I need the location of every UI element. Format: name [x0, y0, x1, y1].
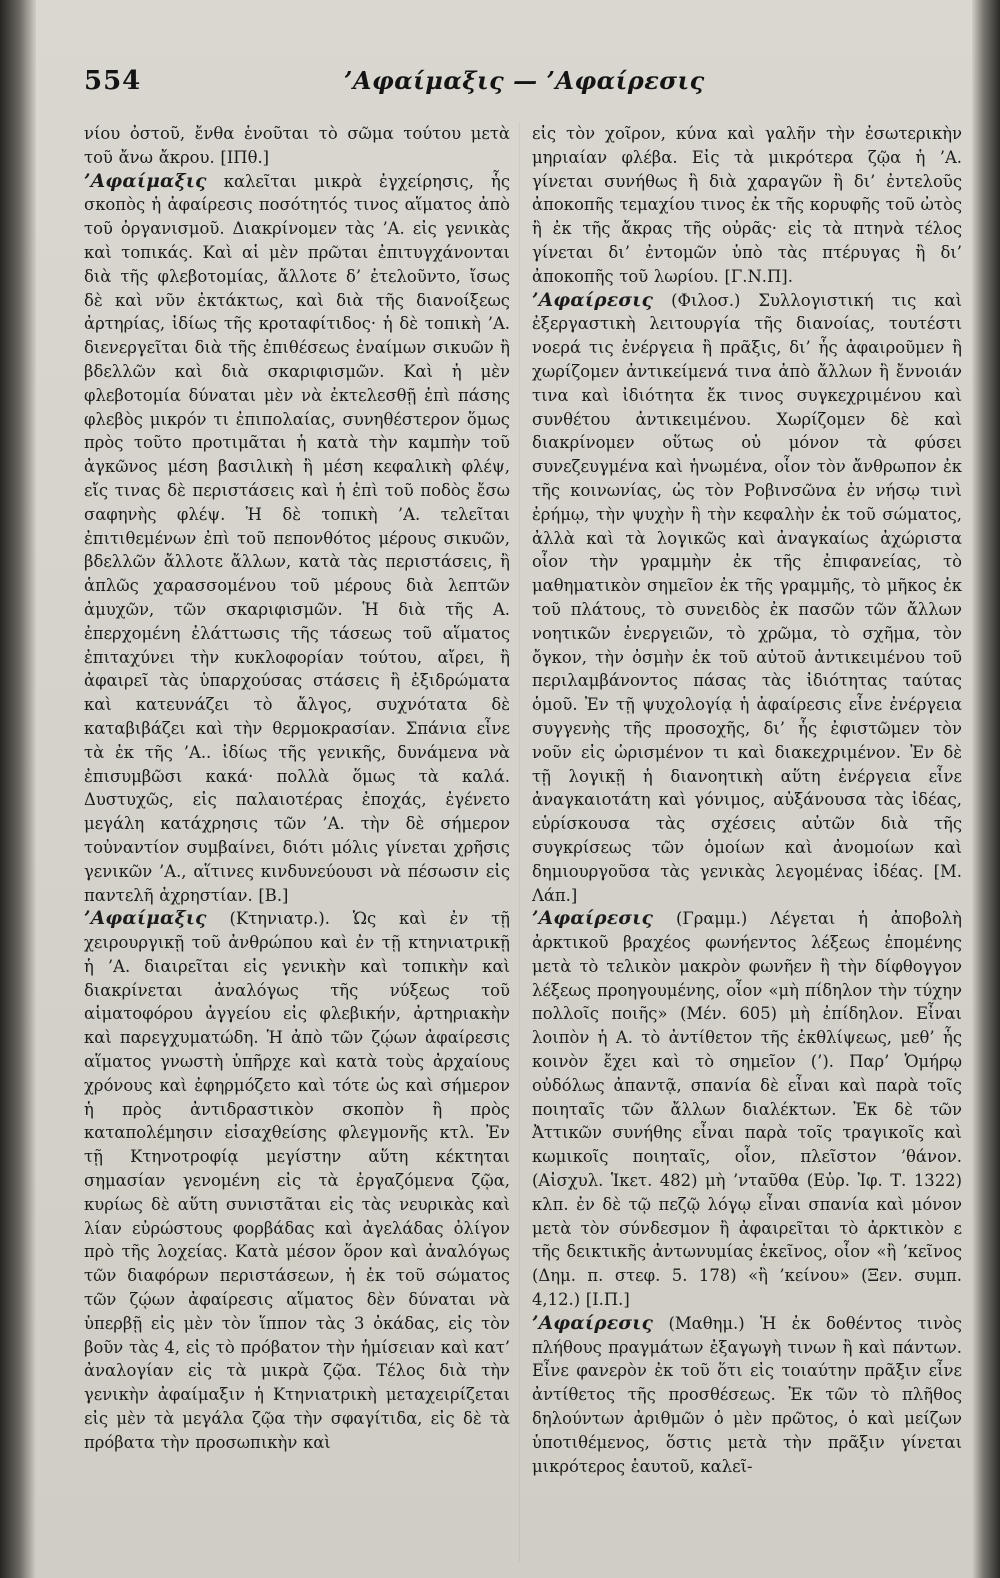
page-header	[84, 66, 964, 106]
entry-afairesis-gramm	[532, 907, 962, 1312]
entry-headword: ’Αφαίμαξις	[84, 908, 207, 930]
column-gutter	[519, 122, 520, 1562]
entry-headword: ’Αφαίρεσις	[532, 1312, 654, 1334]
entry-body: (Φιλοσ.) Συλλογιστική τις καὶ ἐξεργαστικὴ λειτουργία τῆς διανοίας, τουτέστι νοερά τις ἐνέργεια ἢ πρᾶξις, δι’ ἧς ἀφαιροῦμεν ἢ χωρίζομεν ἀντικείμενά τινα ἀπὸ ἄλλων ἢ ἔννοιάν τινα καὶ ἰδιότητα ἔκ τινος συγκεχριμένου καὶ συνθέτου ἀντικειμένου. Χωρίζομεν δὲ καὶ διακρίνομεν οὕτως οὐ μόνον τὰ φύσει συνεζευγμένα καὶ ἡνωμένα, οἷον τὸν ἄνθρωπον ἐκ τῆς κοινωνίας, ὡς τὸν Ροβινσῶνα ἐν νήσῳ τινὶ ἐρήμῳ, τὴν ψυχὴν ἢ τὴν κεφαλὴν ἐκ τοῦ σώματος, ἀλλὰ καὶ τὰ λογικῶς καὶ ἀναγκαίως ἀχώριστα οἷον τὴν γραμμὴν ἐκ τῆς ἐπιφανείας, τὸ μαθηματικὸν σημεῖον ἐκ τῆς γραμμῆς, τὸ μῆκος ἐκ τοῦ πλάτους, τὸ συνειδὸς ἐκ πασῶν τῶν ἄλλων νοητικῶν ἐνεργειῶν, τὸ χρῶμα, τὸ σχῆμα, τὸν ὄγκον, τὴν ὀσμὴν ἐκ τοῦ αὐτοῦ ἀντικειμένου τοῦ περιλαμβάνοντος πάσας τὰς ἰδιότητας ταύτας ὁμοῦ. Ἐν τῇ ψυχολογίᾳ ἡ ἀφαίρεσις εἶνε ἐνέργεια συγγενὴς τῆς προσοχῆς, δι’ ἧς ἐφιστῶμεν τὸν νοῦν εἰς ὡρισμένον τι καὶ διακεχριμένον. Ἐν δὲ τῇ λογικῇ ἡ διανοητικὴ αὕτη ἐνέργεια εἶνε ἀναγκαιοτάτη καὶ γόνιμος, αὐξάνουσα τὰς ἰδέας, εὑρίσκουσα τὰς σχέσεις αὐτῶν διὰ τῆς συγκρίσεως τῶν ὁμοίων καὶ ἀνομοίων καὶ δημιουργοῦσα τὰς γενικὰς λεγομένας ἰδέας. [Μ. Λάπ.]	[532, 290, 962, 905]
page-number: 554	[84, 66, 142, 96]
entry-afaimaxis-ktiniatr	[84, 907, 510, 1454]
left-column	[84, 122, 510, 1455]
entry-afairesis-filos	[532, 289, 962, 908]
entry-body: (Κτηνιατρ.). Ὡς καὶ ἐν τῇ χειρουργικῇ τοῦ ἀνθρώπου καὶ ἐν τῇ κτηνιατρικῇ ἡ ’Α. διαιρεῖται εἰς γενικὴν καὶ τοπικὴν καὶ διακρίνεται ἀναλόγως τῆς νύξεως τοῦ αἱματοφόρου ἀγγείου εἰς φλεβικήν, ἀρτηριακὴν καὶ παρεγχυματώδη. Ἡ ἀπὸ τῶν ζῴων ἀφαίρεσις αἵματος γνωστὴ ὑπῆρχε καὶ κατὰ τοὺς ἀρχαίους χρόνους καὶ ἐφηρμόζετο καὶ τότε ὡς καὶ σήμερον ἡ πρὸς ἀντιδραστικὸν σκοπὸν ἢ πρὸς καταπολέμησιν εἰσαχθείσης φλεγμονῆς κτλ. Ἐν τῇ Κτηνοτροφίᾳ μεγίστην αὕτη κέκτηται σημασίαν γενομένη εἰς τὰ ἐργαζόμενα ζῷα, κυρίως δὲ αὕτη συνιστᾶται εἰς τὰς νευρικὰς καὶ λίαν εὐρώστους φορβάδας καὶ ἀγελάδας ὀλίγον πρὸ τῆς λοχείας. Κατὰ μέσον ὅρον καὶ ἀναλόγως τῶν διαφόρων περιστάσεων, ἡ ἐκ τοῦ σώματος τῶν ζῴων ἀφαίρεσις αἵματος δὲν δύναται νὰ ὑπερβῇ εἰς μὲν τὸν ἵππον τὰς 3 ὀκάδας, εἰς τὸν βοῦν τὰς 4, εἰς τὸ πρόβατον τὴν ἡμίσειαν καὶ κατ’ ἀναλογίαν εἰς τὰ μικρὰ ζῷα. Τέλος διὰ τὴν γενικὴν ἀφαίμαξιν ἡ Κτηνιατρικὴ μεταχειρίζεται εἰς μὲν τὰ μεγάλα ζῷα τὴν σφαγίτιδα, εἰς δὲ τὰ πρόβατα τὴν προσωπικὴν καὶ	[84, 909, 510, 1452]
entry-afaimaxis	[84, 170, 510, 908]
page-edge-left	[0, 0, 36, 1578]
entry-headword: ’Αφαίρεσις	[532, 289, 654, 311]
entry-continuation: εἰς τὸν χοῖρον, κύνα καὶ γαλῆν τὴν ἐσωτερικὴν μηριαίαν φλέβα. Εἰς τὰ μικρότερα ζῷα ἡ ’Α. γίνεται συνήθως ἢ διὰ χαραγῶν ἢ δι’ ἐντελοῦς ἀποκοπῆς τεμαχίου τινος ἐκ τῆς κορυφῆς τοῦ ὠτὸς ἢ ἐκ τῆς ἄκρας τῆς οὐρᾶς· εἰς τὰ πτηνὰ τέλος γίνεται δι’ ἐντομῶν ὑπὸ τὰς πτέρυγας ἢ δι’ ἀποκοπῆς τοῦ λωρίου. [Γ.Ν.Π].	[532, 124, 962, 286]
running-head: ’Αφαίμαξις — ’Αφαίρεσις	[344, 66, 705, 95]
page-edge-right	[972, 0, 1000, 1578]
entry-headword: ’Αφαίρεσις	[532, 908, 654, 930]
entry-continuation: νίου ὀστοῦ, ἔνθα ἑνοῦται τὸ σῶμα τούτου μετὰ τοῦ ἄνω ἄκρου. [ΙΠθ.]	[84, 124, 510, 167]
entry-body: (Μαθημ.) Ἡ ἐκ δοθέντος τινὸς πλήθους πραγμάτων ἐξαγωγὴ τινων ἢ καὶ πάντων. Εἶνε φανερὸν ἐκ τοῦ ὅτι εἰς τοιαύτην πρᾶξιν εἶνε ἀντίθετος τῆς προσθέσεως. Ἐκ τῶν τὸ πλῆθος δηλούντων ἀριθμῶν ὁ μὲν πρῶτος, ὁ καὶ μείζων ὑποτιθέμενος, ὅστις μετὰ τὴν πρᾶξιν γίνεται μικρότερος ἑαυτοῦ, καλεῖ-	[532, 1313, 962, 1476]
entry-body: (Γραμμ.) Λέγεται ἡ ἀποβολὴ ἀρκτικοῦ βραχέος φωνήεντος λέξεως ἑπομένης μετὰ τὸ τελικὸν μακρὸν φωνῆεν ἢ τὴν δίφθογγον λέξεως προηγουμένης, οἷον «μὴ πίδηλον τὴν τύχην πολλοῖς ποιῆς» (Μέν. 605) μὴ ἐπίδηλον. Εἶναι λοιπὸν ἡ Α. τὸ ἀντίθετον τῆς ἐκθλίψεως, μεθ’ ἧς κοινὸν ἔχει καὶ τὸ σημεῖον (’). Παρ’ Ὁμήρῳ οὐδόλως ἀπαντᾷ, σπανία δὲ εἶναι καὶ παρὰ τοῖς ποιηταῖς τῶν ἄλλων διαλέκτων. Ἐκ δὲ τῶν Ἀττικῶν συνήθης εἶναι παρὰ τοῖς τραγικοῖς καὶ κωμικοῖς ποιηταῖς, οἷον, πλεῖστον ’θάνον. (Αἰσχυλ. Ἱκετ. 482) μὴ ’νταῦθα (Εὐρ. Ἰφ. Τ. 1322) κλπ. ἐν δὲ τῷ πεζῷ λόγῳ εἶναι σπανία καὶ μόνον μετὰ τὸν σύνδεσμον ἢ ἀφαιρεῖται τὸ ἀρκτικὸν ε τῆς δεικτικῆς ἀντωνυμίας ἐκεῖνος, οἷον «ἢ ’κεῖνος (Δημ. π. στεφ. 5. 178) «ἢ ’κείνου» (Ξεν. συμπ. 4,12.) [Ι.Π.]	[532, 909, 962, 1310]
entry-headword: ’Αφαίμαξις	[84, 170, 207, 192]
entry-body: καλεῖται μικρὰ ἐγχείρησις, ἧς σκοπὸς ἡ ἀφαίρεσις ποσότητός τινος αἵματος ἀπὸ τοῦ ὀργανισμοῦ. Διακρίνομεν τὰς ’Α. εἰς γενικὰς καὶ τοπικάς. Καὶ αἱ μὲν πρῶται ἐπιτυγχάνονται διὰ τῆς φλεβοτομίας, ἄλλοτε δ’ ἐτελοῦντο, ἴσως δὲ καὶ νῦν ἐκτάκτως, καὶ διὰ τῆς διανοίξεως ἀρτηρίας, ἰδίως τῆς κροταφίτιδος· ἡ δὲ τοπικὴ ’Α. διενεργεῖται διὰ τῆς ἐπιθέσεως ἐναίμων σικυῶν ἢ βδελλῶν καὶ διὰ σκαριφισμῶν. Καὶ ἡ μὲν φλεβοτομία δύναται μὲν νὰ ἐκτελεσθῇ ἐπὶ πάσης φλεβὸς μικρόν τι ἐπιπολαίας, συνηθέστερον ὅμως πρὸς τοῦτο προτιμᾶται ἡ κατὰ τὴν καμπὴν τοῦ ἀγκῶνος μέση βασιλικὴ ἢ μέση κεφαλικὴ φλέψ, εἴς τινας δὲ περιστάσεις καὶ ἡ ἐπὶ τοῦ ποδὸς ἔσω σαφηνὴς φλέψ. Ἡ δὲ τοπικὴ ’Α. τελεῖται ἐπιτιθεμένων ἐπὶ τοῦ πεπονθότος μέρους σικυῶν, βδελλῶν ἄλλοτε ἄλλων, κατὰ τὰς περιστάσεις, ἢ ἁπλῶς χαρασσομένου τοῦ μέρους διὰ λεπτῶν ἀμυχῶν, τῶν σκαριφισμῶν. Ἡ διὰ τῆς Α. ἐπερχομένη ἐλάττωσις τῆς τάσεως τοῦ αἵματος ἐπιταχύνει τὴν κυκλοφορίαν τούτου, αἴρει, ἢ ἀφαιρεῖ τὰς ὑπαρχούσας στάσεις ἢ ἐξιδρώματα καὶ κατευνάζει τὸ ἄλγος, συχνότατα δὲ καταβιβάζει καὶ τὴν θερμοκρασίαν. Σπάνια εἶνε τὰ ἐκ τῆς ’Α.. ἰδίως τῆς γενικῆς, δυνάμενα νὰ ἐπισυμβῶσι κακά· πολλὰ ὅμως τὰ καλά. Δυστυχῶς, εἰς παλαιοτέρας ἐποχάς, ἐγένετο μεγάλη κατάχρησις τῶν ’Α. τὴν δὲ σήμερον τοὐναντίον συμβαίνει, διότι μόλις γίνεται χρῆσις γενικῶν ’Α., αἵτινες κινδυνεύουσι νὰ πέσωσιν εἰς παντελῆ ἀχρηστίαν. [Β.]	[84, 171, 510, 905]
entry-afairesis-mathim	[532, 1312, 962, 1479]
right-column	[532, 122, 962, 1478]
